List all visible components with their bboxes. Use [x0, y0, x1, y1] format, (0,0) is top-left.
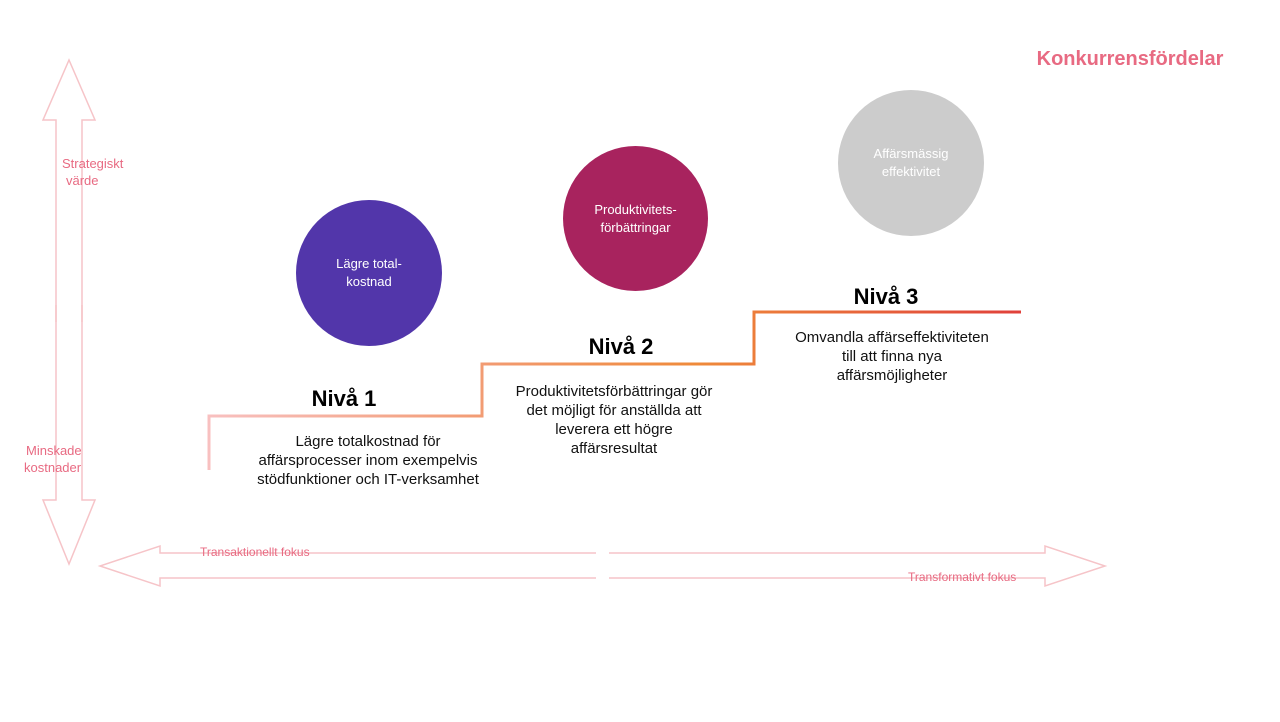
level-2-circle-text [594, 201, 676, 237]
level-3-circle [838, 90, 984, 236]
level-1-circle-text [336, 255, 402, 291]
level-2-description-line: det möjligt för anställda att [526, 402, 702, 419]
level-2-heading: Nivå 2 [588, 334, 654, 359]
vertical-axis-top-label-line: värde [66, 173, 99, 188]
level-2-description [484, 382, 744, 458]
level-1-description-line: stödfunktioner och IT-verksamhet [257, 471, 479, 488]
level-3-circle-text [874, 145, 949, 181]
vertical-arrow-top [43, 60, 95, 322]
vertical-axis-bottom-label [24, 442, 82, 476]
level-1-circle-line: Lägre total- [336, 256, 402, 271]
horizontal-axis-right-label: Transformativt fokus [908, 570, 1017, 584]
level-2-description-line: affärsresultat [570, 440, 658, 457]
level-1-heading: Nivå 1 [311, 386, 377, 411]
level-1-description-line: Lägre totalkostnad för [295, 433, 441, 450]
level-1-description [218, 432, 518, 489]
horizontal-axis-left-label: Transaktionellt fokus [200, 545, 310, 559]
level-1-circle-line: kostnad [346, 274, 392, 289]
level-1-description-line: affärsprocesser inom exempelvis [258, 452, 478, 469]
level-3-description-line: Omvandla affärseffektiviteten [795, 329, 989, 346]
level-2-description-line: Produktivitetsförbättringar gör [515, 383, 713, 400]
horizontal-arrow-left [100, 546, 596, 586]
level-1-circle [296, 200, 442, 346]
vertical-axis-bottom-label-line: Minskade [26, 443, 82, 458]
vertical-axis-top-label [62, 155, 123, 189]
level-3-description [762, 328, 1022, 385]
vertical-arrow-bottom [43, 305, 95, 564]
vertical-axis-bottom-label-line: kostnader [24, 460, 82, 475]
vertical-axis-top-label-line: Strategiskt [62, 156, 124, 171]
level-3-description-line: till att finna nya [841, 348, 943, 365]
level-2-circle-line: förbättringar [600, 219, 671, 235]
level-3-circle-line: effektivitet [881, 164, 941, 179]
level-2-circle [563, 146, 708, 291]
horizontal-arrow-right [609, 546, 1105, 586]
level-3-heading: Nivå 3 [853, 284, 919, 309]
page-title: Konkurrensfördelar [1036, 48, 1224, 70]
level-2-description-line: leverera ett högre [555, 421, 673, 438]
level-2-circle-line: Produktivitets- [594, 201, 677, 217]
level-3-circle-line: Affärsmässig [873, 146, 949, 161]
level-3-description-line: affärsmöjligheter [836, 367, 948, 384]
